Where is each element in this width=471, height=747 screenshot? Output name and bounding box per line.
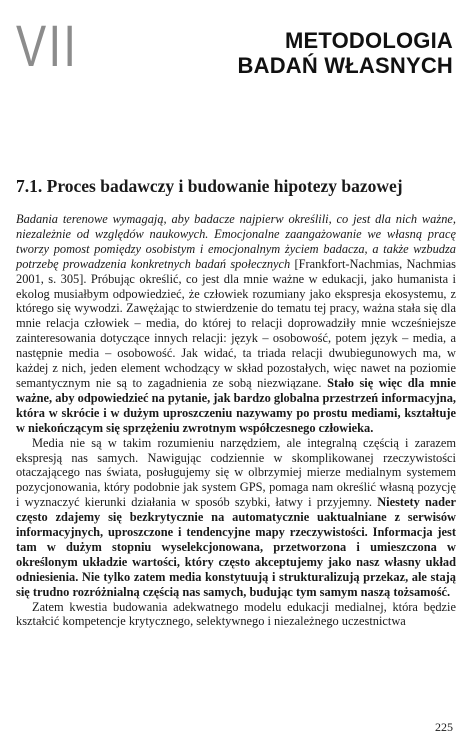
paragraph-2-bold: Niestety nader często zdajemy się bezkrytycznie na automatycznie uaktualniane z serwisów informacyjnych, uproszczone i tendencyjne mapy rzeczywistości. Informacja jest tam w dużym stopniu wyselekcjonowana, przetworzona i umieszczona w określonym układzie wartości, który często akceptujemy jako nasz własny układ odniesienia. Nie tylko zatem media konstytuują i strukturalizują przekaz, ale stają się trudno rozróżnialną częścią nas samych, budując tym samym naszą tożsamość. xyxy=(16,495,457,599)
chapter-title-line-2: BADAŃ WŁASNYCH xyxy=(237,53,453,78)
chapter-title-line-1: METODOLOGIA xyxy=(284,28,453,53)
paragraph-1-italic: Badania terenowe wymagają, aby badacze najpierw określili, co jest dla nich ważne, niezależnie od względów naukowych. Emocjonalne zaangażowanie we własną pracę tworzy pomost pomiędzy osobistym i emocjonalnym życiem badacza, a także wzbudza potrzebę prowadzenia konkretnych badań społecznych xyxy=(16,212,456,271)
paragraph-1-text: [Frankfort-Nachmias, Nachmias 2001, s. 305]. Próbując określić, co jest dla mnie ważne w edukacji, jako humanista i ekolog musiałbym odpowiedzieć, że człowiek rozumiany jako ekspresja ekosystemu, z którego się wywodzi. Zawężając to stwierdzenie do tematu tej pracy, ważna stała się dla mnie relacja człowiek – media, do której to relacji doprowadziły mnie wcześniejsze zainteresowania dotyczące innych relacji: język – osobowość, potem język – media, a następnie media – osobowość. Jak widać, ta triada relacji dwubiegunowych ma, w każdej z nich, jeden element wchodzący w skład pozostałych, więc nawet na poziomie semantycznym nie są to zagadnienia ze sobą niezwiązane. xyxy=(16,256,456,390)
paragraph-1-bold: Stało się więc dla mnie ważne, aby odpowiedzieć na pytanie, jak bardzo globalna przestrzeń informacyjna, która w skrócie i w dużym uproszczeniu nazywamy po prostu mediami, kształtuje w niekończącym się sprzężeniu zwrotnym współczesnego człowieka. xyxy=(16,375,456,435)
paragraph-2 xyxy=(16,436,456,600)
paragraph-3 xyxy=(16,600,456,630)
paragraph-1 xyxy=(16,212,456,436)
page-number: 225 xyxy=(435,720,453,734)
body-text xyxy=(16,212,456,629)
chapter-title xyxy=(238,28,453,78)
chapter-number: VII xyxy=(16,14,79,79)
section-heading: 7.1. Proces badawczy i budowanie hipotezy bazowej xyxy=(16,176,403,196)
paragraph-3-text: Zatem kwestia budowania adekwatnego modelu edukacji medialnej, która będzie kształcić kompetencje krytycznego, selektywnego i niezależnego uczestnictwa xyxy=(16,599,456,629)
paragraph-2-text: Media nie są w takim rozumieniu narzędziem, ale integralną częścią i zarazem ekspresją nas samych. Nawigując codziennie w skomplikowanej rzeczywistości otaczającego nas świata, posługujemy się w olbrzymiej mierze medialnym systemem pozycjonowania, który podobnie jak system GPS, pomaga nam określić własną pozycję i wyznaczyć kierunki działania w sposób szybki, łatwy i przyjemny. xyxy=(16,435,456,510)
